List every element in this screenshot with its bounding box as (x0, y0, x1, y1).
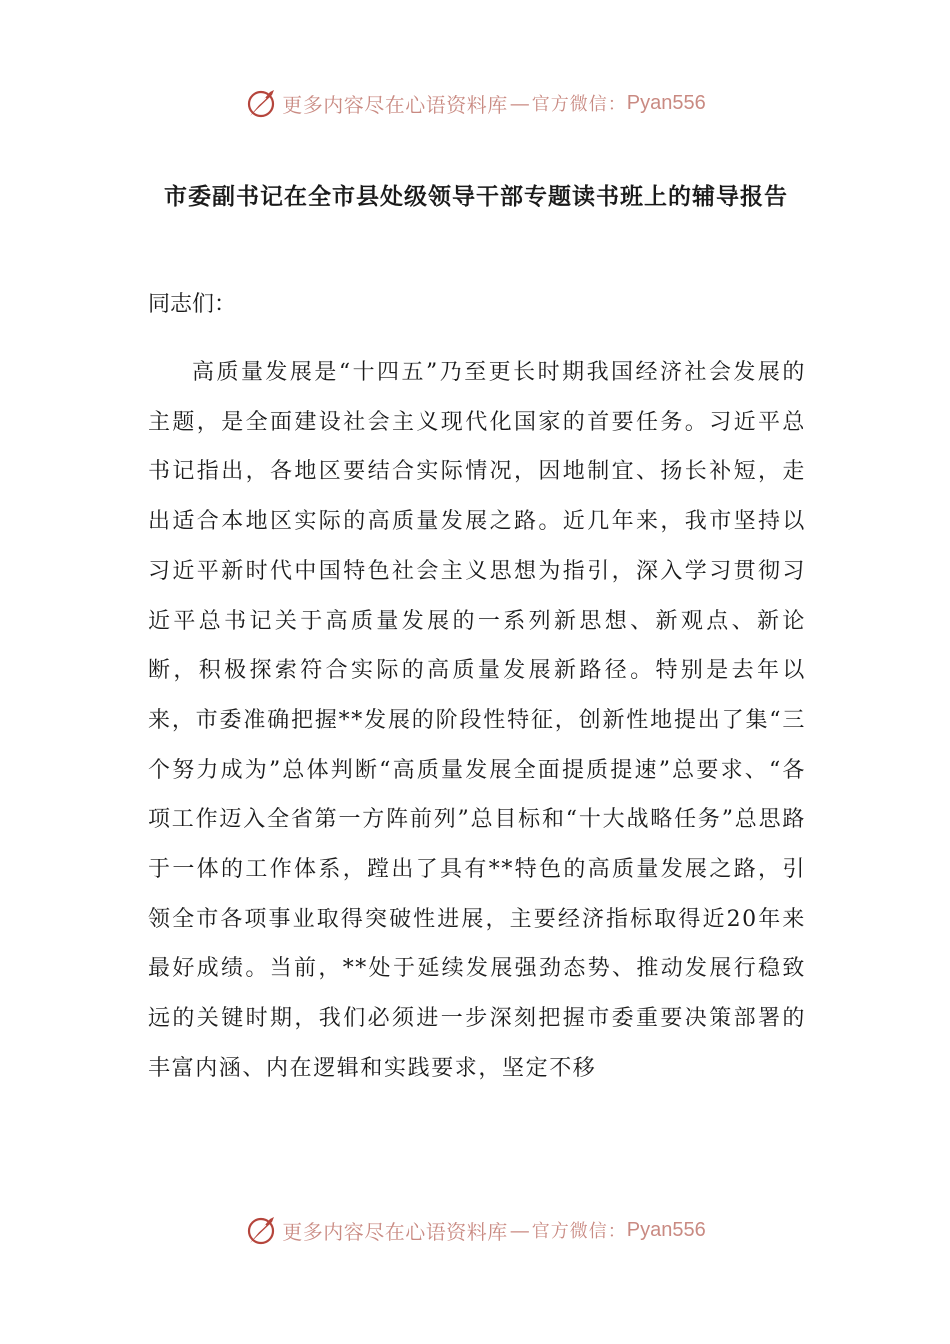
watermark-dash: — (509, 91, 530, 115)
watermark-footer (0, 1210, 950, 1250)
quill-logo-icon (244, 86, 278, 120)
quill-logo-icon (244, 1213, 278, 1247)
watermark-wechat-id: Pyan556 (626, 1218, 706, 1241)
salutation: 同志们： (148, 292, 237, 317)
watermark-brand: 更多内容尽在心语资料库 (282, 1219, 508, 1244)
watermark-dash: — (509, 1218, 530, 1242)
document-title: 市委副书记在全市县处级领导干部专题读书班上的辅导报告 (164, 184, 788, 210)
watermark-wechat-label: 官方微信： (531, 94, 627, 115)
watermark-wechat-id: Pyan556 (626, 91, 706, 114)
watermark-header (0, 83, 950, 123)
body-paragraph: 高质量发展是“十四五”乃至更长时期我国经济社会发展的主题，是全面建设社会主义现代化国家的首要任务。习近平总书记指出，各地区要结合实际情况，因地制宜、扬长补短，走出适合本地区实际的高质量发展之路。近几年来，我市坚持以习近平新时代中国特色社会主义思想为指引，深入学习贯彻习近平总书记关于高质量发展的一系列新思想、新观点、新论断，积极探索符合实际的高质量发展新路径。特别是去年以来，市委准确把握**发展的阶段性特征，创新性地提出了集“三个努力成为”总体判断“高质量发展全面提质提速”总要求、“各项工作迈入全省第一方阵前列”总目标和“十大战略任务”总思路于一体的工作体系，蹚出了具有**特色的高质量发展之路，引领全市各项事业取得突破性进展，主要经济指标取得近20年来最好成绩。当前，**处于延续发展强劲态势、推动发展行稳致远的关键时期，我们必须进一步深刻把握市委重要决策部署的丰富内涵、内在逻辑和实践要求，坚定不移 (148, 360, 806, 1081)
watermark-wechat-label: 官方微信： (531, 1221, 627, 1242)
watermark-brand: 更多内容尽在心语资料库 (282, 92, 508, 117)
